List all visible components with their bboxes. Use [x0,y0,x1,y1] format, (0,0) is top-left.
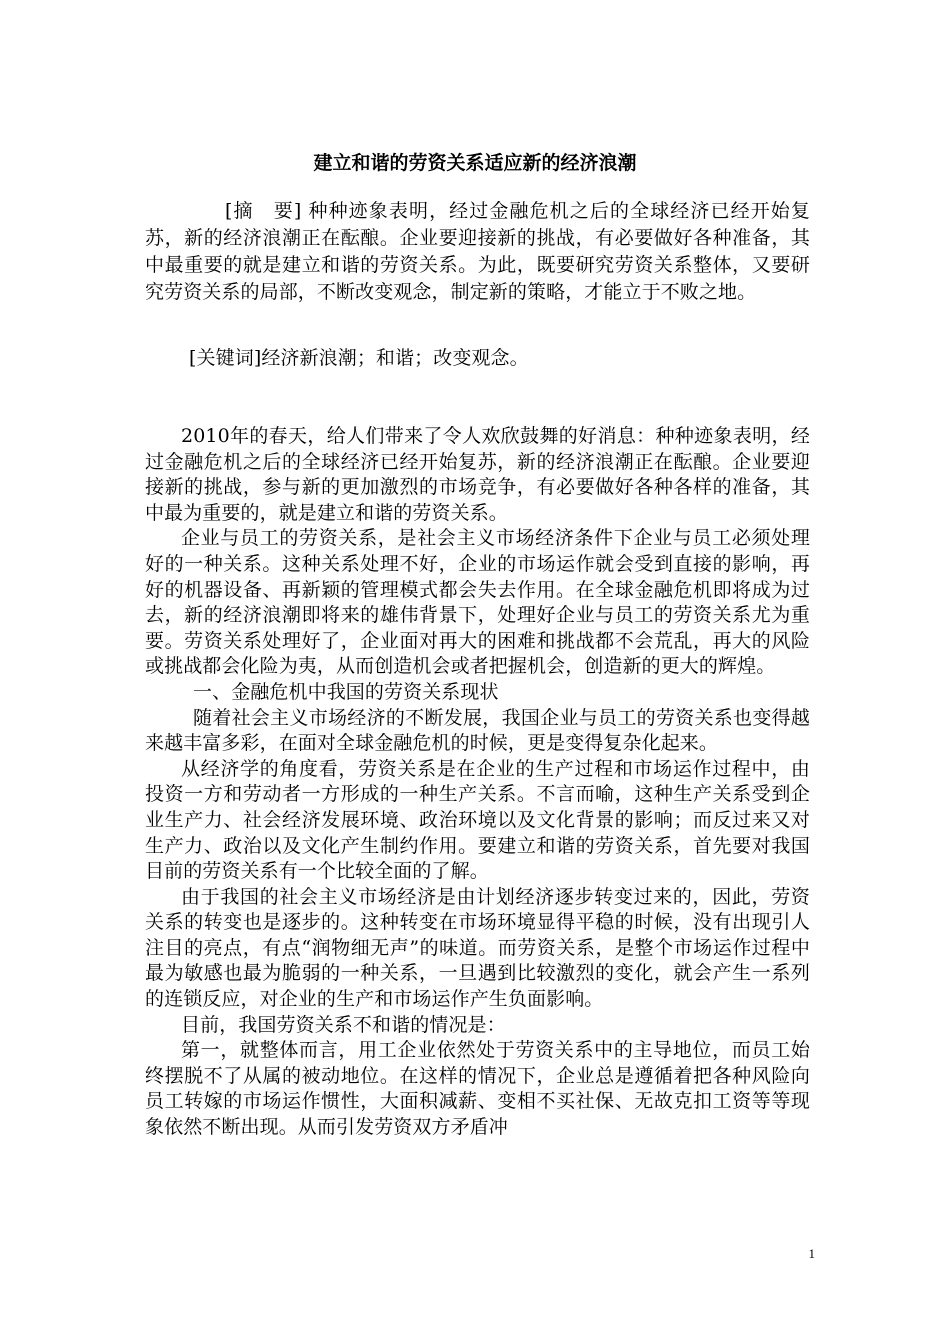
section-heading: 一、金融危机中我国的劳资关系现状 [193,680,499,703]
body-paragraph-1: 2010年的春天，给人们带来了令人欢欣鼓舞的好消息：种种迹象表明，经过金融危机之后的全球经济已经开始复苏，新的经济浪潮正在酝酿。企业要迎接新的挑战，参与新的更加激烈的市场竞争，有必要做好各种各样的准备，其中最为重要的，就是建立和谐的劳资关系。 [145,425,810,524]
keywords-line: [关键词]经济新浪潮；和谐；改变观念。 [189,347,529,369]
body-paragraph-4: 从经济学的角度看，劳资关系是在企业的生产过程和市场运作过程中，由投资一方和劳动者一方形成的一种生产关系。不言而喻，这种生产关系受到企业生产力、社会经济发展环境、政治环境以及文化背景的影响；而反过来又对生产力、政治以及文化产生制约作用。要建立和谐的劳资关系，首先要对我国目前的劳资关系有一个比较全面的了解。 [145,757,810,883]
body-paragraph-7: 第一，就整体而言，用工企业依然处于劳资关系中的主导地位，而员工始终摆脱不了从属的被动地位。在这样的情况下，企业总是遵循着把各种风险向员工转嫁的市场运作惯性，大面积减薪、变相不买社保、无故克扣工资等等现象依然不断出现。从而引发劳资双方矛盾冲 [145,1039,810,1139]
body-text [145,424,810,1141]
abstract-paragraph: [摘 要] 种种迹象表明，经过金融危机之后的全球经济已经开始复苏，新的经济浪潮正在酝酿。企业要迎接新的挑战，有必要做好各种准备，其中最重要的就是建立和谐的劳资关系。为此，既要研究劳资关系整体，又要研究劳资关系的局部，不断改变观念，制定新的策略，才能立于不败之地。 [145,200,810,303]
page-number: 1 [808,1246,815,1261]
body-paragraph-6: 目前，我国劳资关系不和谐的情况是： [181,1013,506,1036]
body-paragraph-5: 由于我国的社会主义市场经济是由计划经济逐步转变过来的，因此，劳资关系的转变也是逐步的。这种转变在市场环境显得平稳的时候，没有出现引人注目的亮点，有点“润物细无声”的味道。而劳资关系，是整个市场运作过程中最为敏感也最为脆弱的一种关系，一旦遇到比较激烈的变化，就会产生一系列的连锁反应，对企业的生产和市场运作产生负面影响。 [145,885,810,1011]
body-paragraph-3: 随着社会主义市场经济的不断发展，我国企业与员工的劳资关系也变得越来越丰富多彩，在面对全球金融危机的时候，更是变得复杂化起来。 [145,706,810,755]
body-paragraph-2: 企业与员工的劳资关系，是社会主义市场经济条件下企业与员工必须处理好的一种关系。这种关系处理不好，企业的市场运作就会受到直接的影响，再好的机器设备、再新颖的管理模式都会失去作用。在全球金融危机即将成为过去，新的经济浪潮即将来的雄伟背景下，处理好企业与员工的劳资关系尤为重要。劳资关系处理好了，企业面对再大的困难和挑战都不会荒乱，再大的风险或挑战都会化险为夷，从而创造机会或者把握机会，创造新的更大的辉煌。 [145,527,810,678]
document-title: 建立和谐的劳资关系适应新的经济浪潮 [313,152,637,174]
